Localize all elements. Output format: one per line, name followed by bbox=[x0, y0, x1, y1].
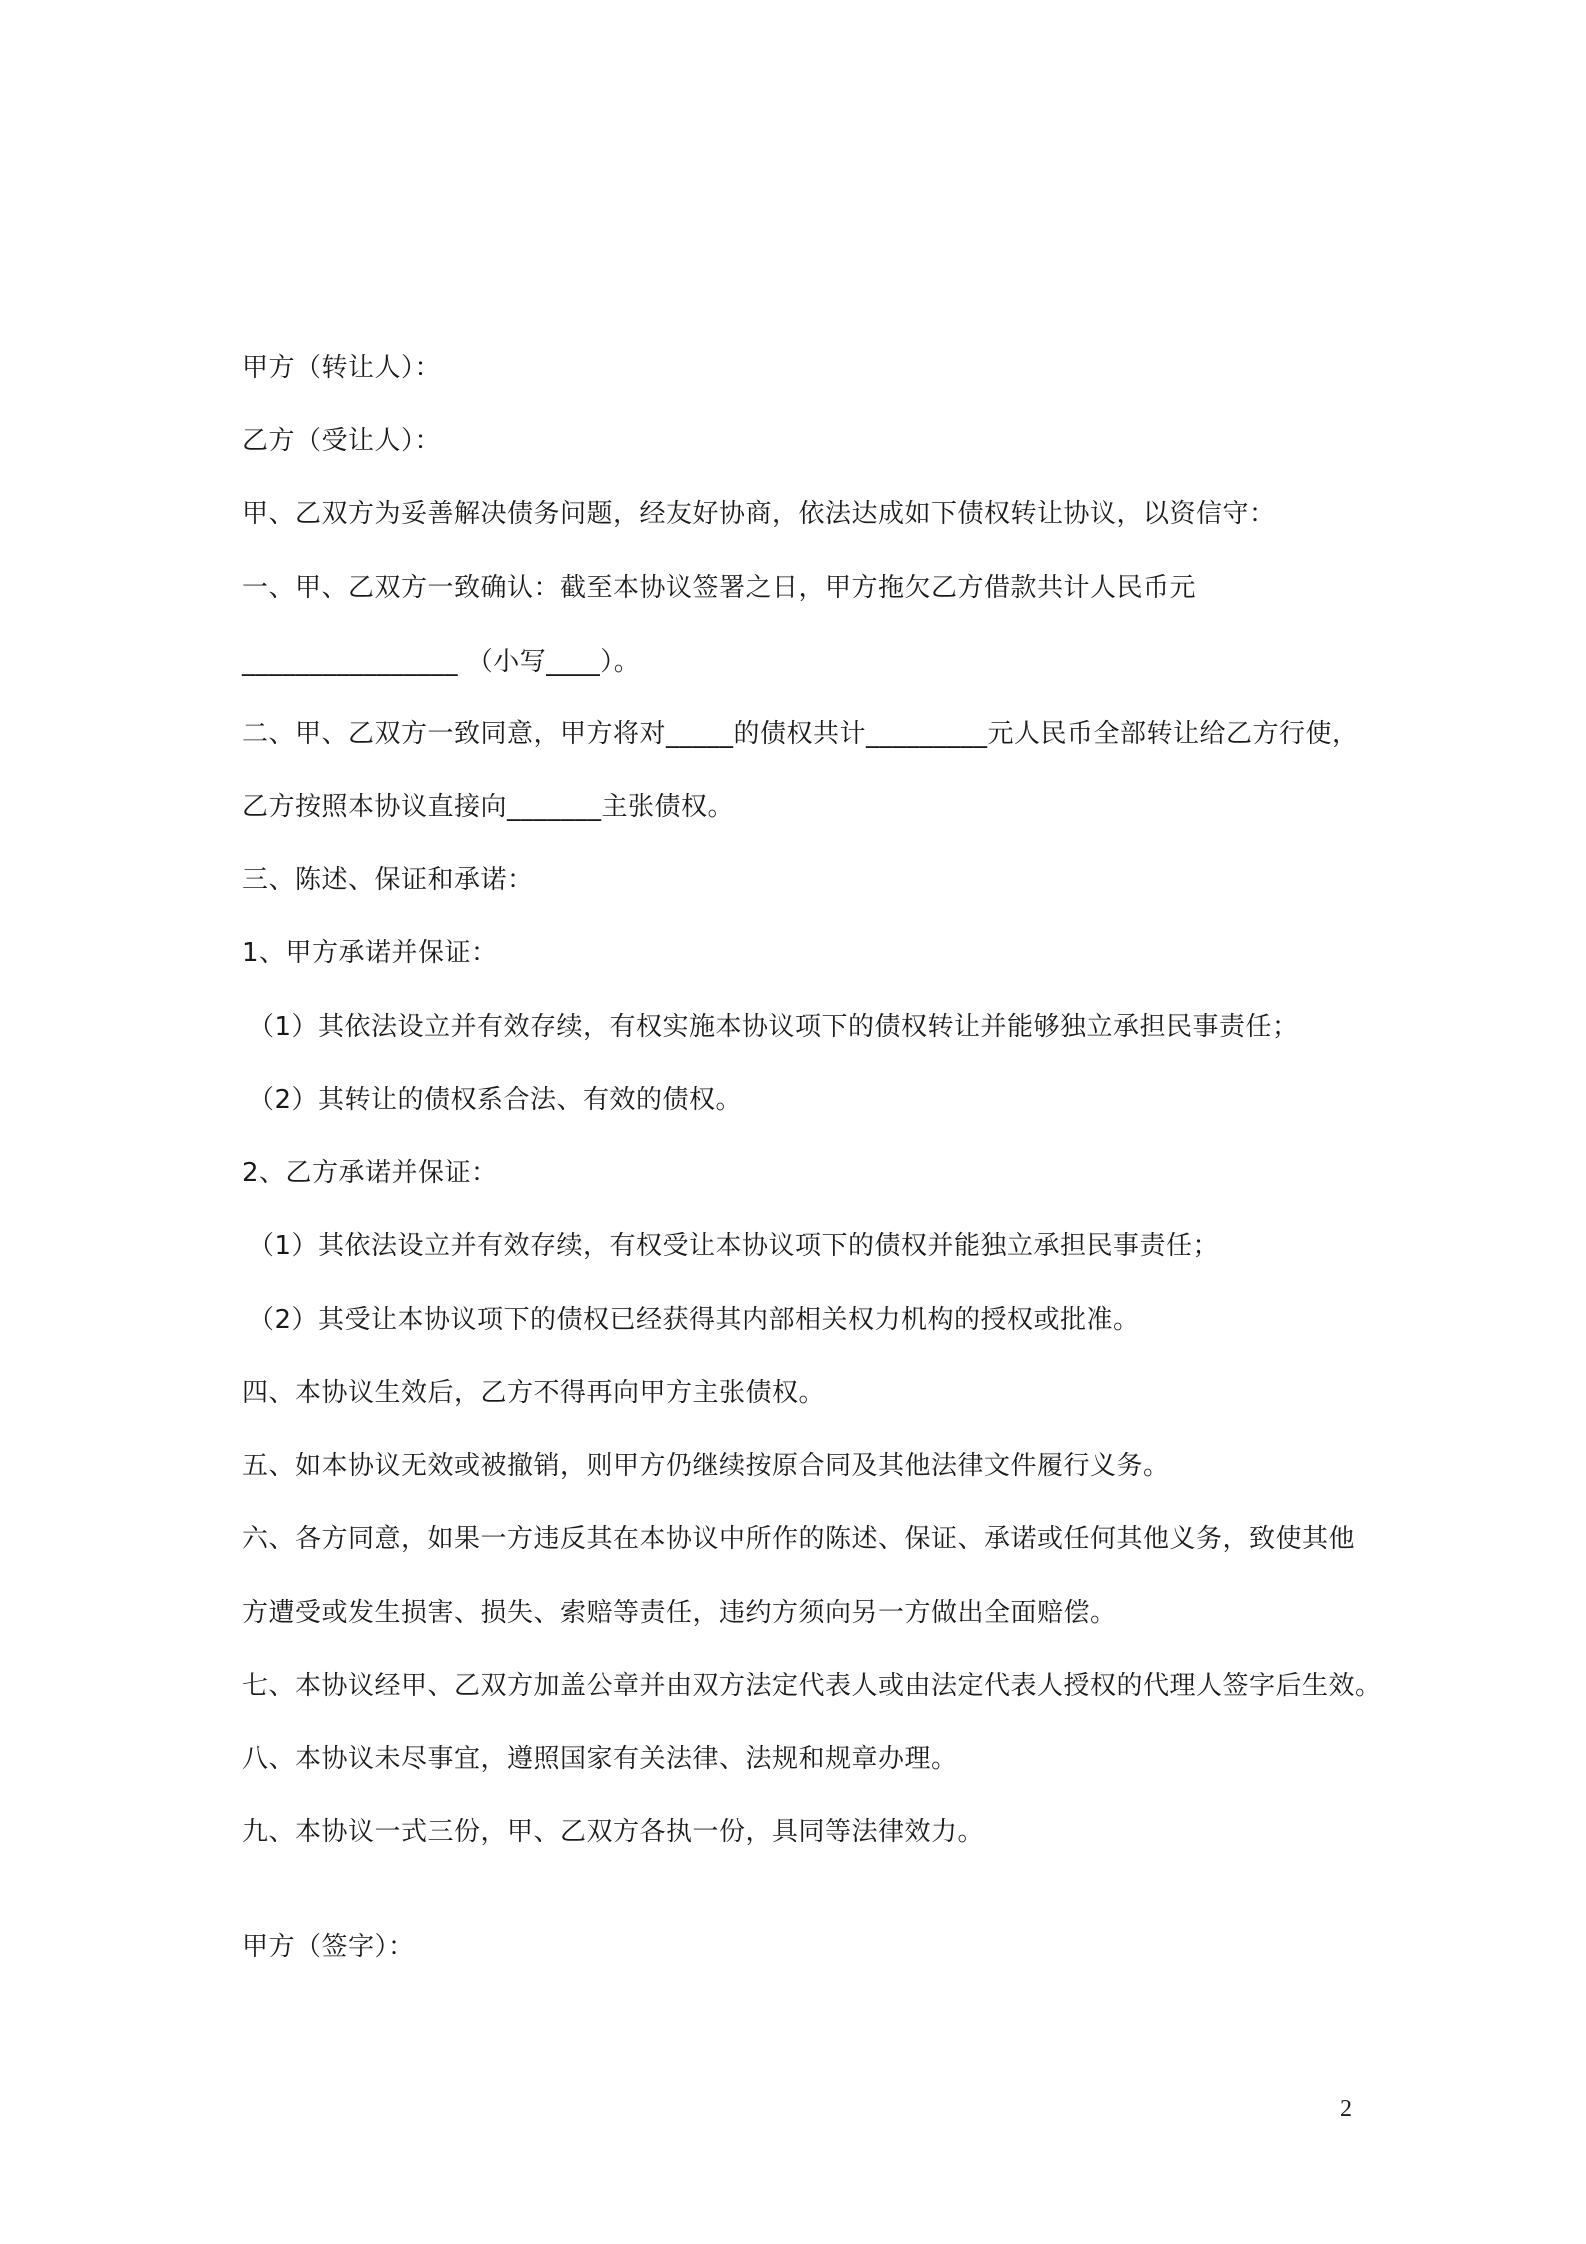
clause-2-line-2: 乙方按照本协议直接向_______主张债权。 bbox=[242, 792, 735, 822]
clause-3-1-title: 1、甲方承诺并保证： bbox=[242, 938, 498, 968]
clause-3-1-item-1: （1）其依法设立并有效存续，有权实施本协议项下的债权转让并能够独立承担民事责任； bbox=[248, 1012, 1299, 1042]
clause-3-title: 三、陈述、保证和承诺： bbox=[242, 865, 534, 895]
clause-4: 四、本协议生效后，乙方不得再向甲方主张债权。 bbox=[242, 1378, 826, 1408]
party-a-label: 甲方（转让人）： bbox=[242, 353, 442, 383]
clause-3-1-item-2: （2）其转让的债权系合法、有效的债权。 bbox=[248, 1085, 743, 1115]
party-b-label: 乙方（受让人）： bbox=[242, 426, 442, 456]
clause-3-2-title: 2、乙方承诺并保证： bbox=[242, 1158, 498, 1188]
clause-3-2-item-1: （1）其依法设立并有效存续，有权受让本协议项下的债权并能独立承担民事责任； bbox=[248, 1231, 1220, 1261]
clause-8: 八、本协议未尽事宜，遵照国家有关法律、法规和规章办理。 bbox=[242, 1744, 958, 1774]
clause-6-line-2: 方遭受或发生损害、损失、索赔等责任，违约方须向另一方做出全面赔偿。 bbox=[242, 1598, 1117, 1628]
clause-6-line-1: 六、各方同意，如果一方违反其在本协议中所作的陈述、保证、承诺或任何其他义务，致使其他 bbox=[242, 1524, 1356, 1554]
preamble-paragraph: 甲、乙双方为妥善解决债务问题，经友好协商，依法达成如下债权转让协议，以资信守： bbox=[242, 499, 1276, 529]
page-number: 2 bbox=[1340, 2096, 1352, 2122]
signature-a-label: 甲方（签字）： bbox=[242, 1932, 415, 1962]
clause-1-line-1: 一、甲、乙双方一致确认：截至本协议签署之日，甲方拖欠乙方借款共计人民币元 bbox=[242, 573, 1197, 603]
clause-9: 九、本协议一式三份，甲、乙双方各执一份，具同等法律效力。 bbox=[242, 1817, 985, 1847]
clause-3-2-item-2: （2）其受让本协议项下的债权已经获得其内部相关权力机构的授权或批准。 bbox=[248, 1305, 1140, 1335]
clause-1-line-2: ________________ （小写____）。 bbox=[242, 647, 641, 677]
clause-7: 七、本协议经甲、乙双方加盖公章并由双方法定代表人或由法定代表人授权的代理人签字后生效。 bbox=[242, 1671, 1382, 1701]
clause-2-line-1: 二、甲、乙双方一致同意，甲方将对_____的债权共计_________元人民币全部转让给乙方行使， bbox=[242, 719, 1359, 749]
clause-5: 五、如本协议无效或被撤销，则甲方仍继续按原合同及其他法律文件履行义务。 bbox=[242, 1451, 1170, 1481]
